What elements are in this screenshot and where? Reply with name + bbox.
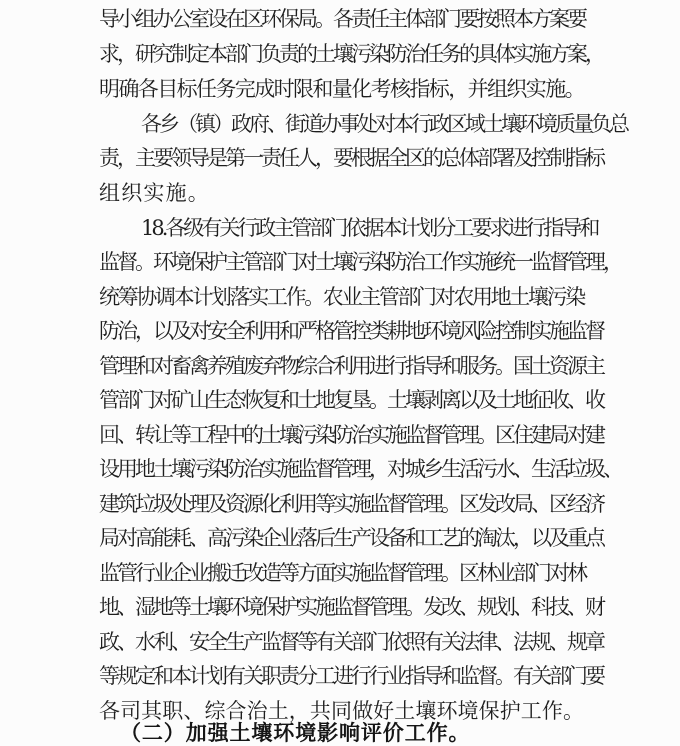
text-line-16: 局对高能耗、高污染企业落后生产设备和工艺的淘汰，以及重点 — [99, 526, 603, 550]
text-line-4: 各乡（镇）政府、街道办事处对本行政区域土壤环境质量负总 — [141, 112, 627, 136]
text-line-14: 设用地土壤污染防治实施监督管理，对城乡生活污水、生活垃圾、 — [99, 457, 621, 481]
text-line-7: 18.各级有关行政主管部门依据本计划分工要求进行指导和 — [141, 216, 598, 240]
text-line-21: 各司其职、综合治土，共同做好土壤环境保护工作。 — [99, 699, 585, 723]
text-line-20: 等规定和本计划有关职责分工进行行业指导和监督。有关部门要 — [99, 664, 603, 688]
section-heading: （二）加强土壤环境影响评价工作。 — [120, 721, 471, 745]
text-line-6: 组织实施。 — [99, 181, 210, 205]
text-line-2: 求，研究制定本部门负责的土壤污染防治任务的具体实施方案， — [99, 42, 603, 66]
text-line-13: 回、转让等工程中的土壤污染防治实施监督管理。区住建局对建 — [99, 423, 603, 447]
text-line-12: 管部门对矿山生态恢复和土地复垦。土壤剥离以及土地征收、收 — [99, 388, 603, 412]
text-line-10: 防治，以及对安全利用和严格管控类耕地环境风险控制实施监督 — [99, 319, 603, 343]
text-line-15: 建筑垃圾处理及资源化利用等实施监督管理。区发改局、区经济 — [99, 492, 603, 516]
text-line-5: 责，主要领导是第一责任人，要根据全区的总体部署及控制指标 — [99, 146, 603, 170]
text-line-11: 管理和对畜禽养殖废弃物综合利用进行指导和服务。国土资源主 — [99, 354, 603, 378]
text-line-1: 导小组办公室设在区环保局。各责任主体部门要按照本方案要 — [99, 7, 585, 31]
text-line-17: 监管行业企业搬迁改造等方面实施监督管理。区林业部门对林 — [99, 561, 585, 585]
text-line-3: 明确各目标任务完成时限和量化考核指标，并组织实施。 — [99, 77, 584, 101]
text-line-18: 地、湿地等土壤环境保护实施监督管理。发改、规划、科技、财 — [99, 595, 603, 619]
text-line-9: 统筹协调本计划落实工作。农业主管部门对农用地土壤污染 — [99, 285, 584, 309]
text-line-19: 政、水利、安全生产监督等有关部门依照有关法律、法规、规章 — [99, 630, 603, 654]
text-line-8: 监督。环境保护主管部门对土壤污染防治工作实施统一监督管理， — [99, 250, 621, 274]
